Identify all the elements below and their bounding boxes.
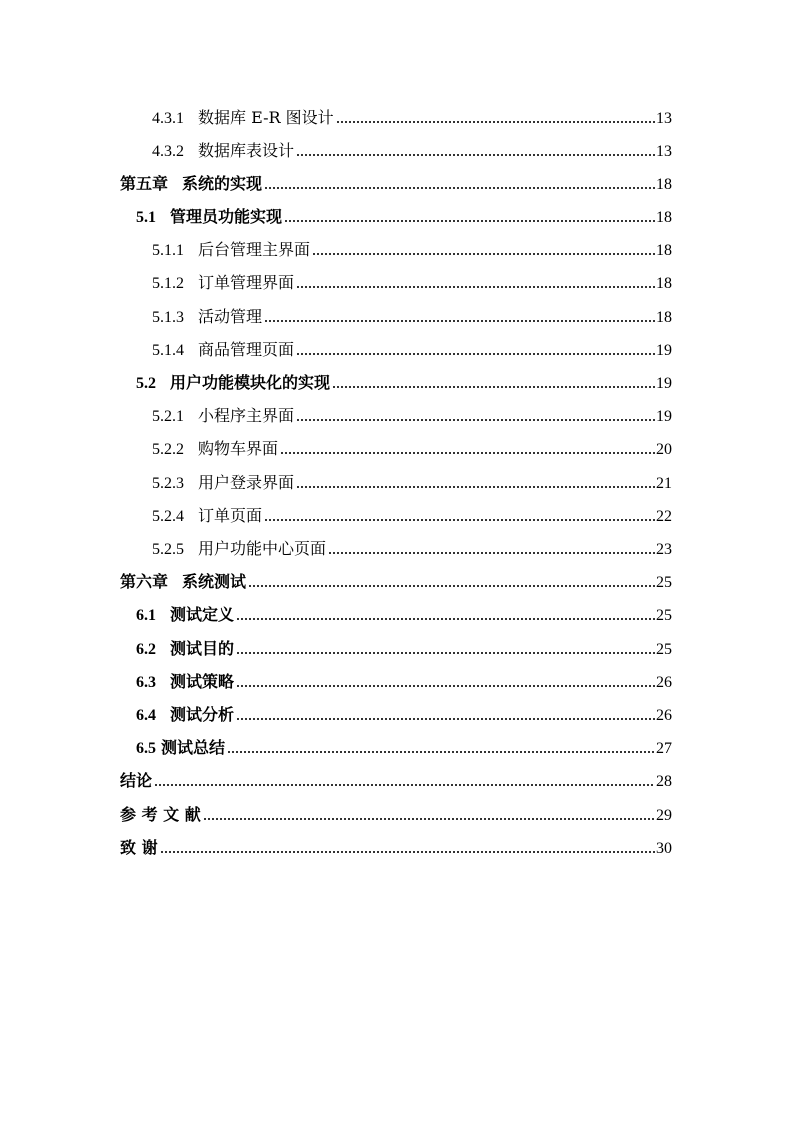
- toc-entry-page: 18: [656, 309, 672, 326]
- toc-entry-number: 5.1.1: [152, 242, 184, 259]
- toc-entry-title: 购物车界面: [198, 439, 279, 458]
- toc-entry-page: 26: [656, 707, 672, 724]
- toc-entry-number: 6.3: [136, 674, 156, 691]
- toc-entry-title: 参 考 文 献: [120, 805, 201, 824]
- toc-entry-number: 5.1: [136, 209, 156, 226]
- toc-entry-title: 测试目的: [170, 639, 235, 658]
- toc-leader-dots: [236, 684, 655, 688]
- toc-entry-5-1-2[interactable]: [152, 271, 672, 295]
- toc-leader-dots: [236, 617, 655, 621]
- toc-leader-dots: [312, 252, 655, 256]
- toc-entry-title: 数据库 E-R 图设计: [198, 108, 334, 127]
- toc-leader-dots: [296, 285, 655, 289]
- toc-entry-title: 致 谢: [120, 838, 158, 857]
- toc-entry-number: 5.1.4: [152, 342, 184, 359]
- toc-entry-title: 测试分析: [170, 705, 235, 724]
- toc-entry-5-2-1[interactable]: [152, 404, 672, 428]
- toc-entry-page: 27: [656, 740, 672, 757]
- toc-leader-dots: [264, 186, 655, 190]
- toc-entry-page: 25: [656, 574, 672, 591]
- toc-leader-dots: [248, 584, 655, 588]
- toc-leader-dots: [284, 219, 655, 223]
- toc-entry-number: 第五章: [120, 174, 169, 193]
- toc-entry-title: 结论: [120, 771, 153, 790]
- toc-leader-dots: [236, 717, 655, 721]
- toc-entry-number: 5.2.4: [152, 508, 184, 525]
- toc-leader-dots: [336, 120, 655, 124]
- toc-entry-6-4[interactable]: [136, 703, 672, 727]
- toc-entry-title: 订单页面: [198, 506, 263, 525]
- toc-leader-dots: [203, 817, 655, 821]
- toc-entry-number: 6.4: [136, 707, 156, 724]
- toc-leader-dots: [160, 850, 655, 854]
- toc-leader-dots: [280, 451, 655, 455]
- toc-entry-title: 测试定义: [170, 605, 235, 624]
- toc-entry-number: 5.2.2: [152, 441, 184, 458]
- toc-entry-title: 测试总结: [161, 738, 226, 757]
- toc-entry-page: 18: [656, 275, 672, 292]
- toc-entry-6-5[interactable]: [136, 736, 672, 760]
- toc-entry-page: 30: [656, 840, 672, 857]
- toc-entry-number: 4.3.2: [152, 143, 184, 160]
- toc-leader-dots: [328, 551, 655, 555]
- toc-entry-page: 18: [656, 176, 672, 193]
- toc-entry-page: 19: [656, 408, 672, 425]
- toc-entry-number: 4.3.1: [152, 110, 184, 127]
- toc-entry-title: 系统测试: [182, 572, 247, 591]
- toc-leader-dots: [296, 153, 655, 157]
- toc-entry-4-3-1[interactable]: [152, 106, 672, 130]
- toc-leader-dots: [296, 418, 655, 422]
- toc-entry-title: 数据库表设计: [198, 141, 295, 160]
- toc-entry-5-2-5[interactable]: [152, 537, 672, 561]
- toc-entry-5-2-4[interactable]: [152, 504, 672, 528]
- toc-leader-dots: [264, 518, 655, 522]
- toc-entry-title: 商品管理页面: [198, 340, 295, 359]
- toc-entry-title: 用户功能模块化的实现: [170, 373, 331, 392]
- toc-entry-page: 19: [656, 342, 672, 359]
- toc-entry-page: 22: [656, 508, 672, 525]
- toc-entry-page: 18: [656, 242, 672, 259]
- toc-leader-dots: [236, 651, 655, 655]
- toc-entry-page: 25: [656, 607, 672, 624]
- toc-entry-number: 5.2.5: [152, 541, 184, 558]
- toc-entry-title: 用户功能中心页面: [198, 539, 327, 558]
- toc-entry-page: 21: [656, 475, 672, 492]
- toc-entry-number: 6.1: [136, 607, 156, 624]
- toc-entry-number: 5.2: [136, 375, 156, 392]
- toc-entry-number: 5.2.3: [152, 475, 184, 492]
- toc-entry-number: 5.1.2: [152, 275, 184, 292]
- toc-entry-number: 5.1.3: [152, 309, 184, 326]
- toc-entry-6-1[interactable]: [136, 603, 672, 627]
- toc-entry-title: 小程序主界面: [198, 406, 295, 425]
- toc-entry-title: 用户登录界面: [198, 473, 295, 492]
- toc-entry-page: 20: [656, 441, 672, 458]
- toc-entry-title: 系统的实现: [182, 174, 263, 193]
- toc-entry-5-1-3[interactable]: [152, 305, 672, 329]
- toc-leader-dots: [296, 485, 655, 489]
- toc-entry-5-2-3[interactable]: [152, 471, 672, 495]
- toc-entry-page: 28: [656, 773, 672, 790]
- toc-entry-5-2[interactable]: [136, 371, 672, 395]
- toc-entry-title: 管理员功能实现: [170, 207, 283, 226]
- toc-entry-references[interactable]: [120, 803, 672, 827]
- toc-entry-5-1-1[interactable]: [152, 238, 672, 262]
- toc-leader-dots: [154, 783, 655, 787]
- toc-leader-dots: [296, 352, 655, 356]
- toc-entry-title: 活动管理: [198, 307, 263, 326]
- toc-entry-page: 19: [656, 375, 672, 392]
- toc-entry-page: 13: [656, 143, 672, 160]
- toc-entry-6-2[interactable]: [136, 637, 672, 661]
- toc-leader-dots: [332, 385, 655, 389]
- toc-entry-6-3[interactable]: [136, 670, 672, 694]
- toc-entry-page: 23: [656, 541, 672, 558]
- toc-entry-title: 后台管理主界面: [198, 240, 311, 259]
- toc-entry-page: 13: [656, 110, 672, 127]
- toc-leader-dots: [227, 750, 655, 754]
- toc-entry-number: 6.5: [136, 740, 156, 757]
- toc-entry-number: 第六章: [120, 572, 169, 591]
- toc-entry-conclusion[interactable]: [120, 769, 672, 793]
- toc-entry-number: 5.2.1: [152, 408, 184, 425]
- toc-entry-chapter-5[interactable]: [120, 172, 672, 196]
- toc-entry-number: 6.2: [136, 641, 156, 658]
- toc-entry-page: 18: [656, 209, 672, 226]
- toc-entry-4-3-2[interactable]: [152, 139, 672, 163]
- toc-entry-page: 26: [656, 674, 672, 691]
- toc-entry-page: 29: [656, 807, 672, 824]
- toc-entry-title: 订单管理界面: [198, 273, 295, 292]
- toc-entry-5-1[interactable]: [136, 205, 672, 229]
- toc-leader-dots: [264, 319, 655, 323]
- toc-entry-5-2-2[interactable]: [152, 437, 672, 461]
- toc-entry-chapter-6[interactable]: [120, 570, 672, 594]
- toc-entry-acknowledgements[interactable]: [120, 836, 672, 860]
- toc-entry-title: 测试策略: [170, 672, 235, 691]
- toc-entry-page: 25: [656, 641, 672, 658]
- toc-entry-5-1-4[interactable]: [152, 338, 672, 362]
